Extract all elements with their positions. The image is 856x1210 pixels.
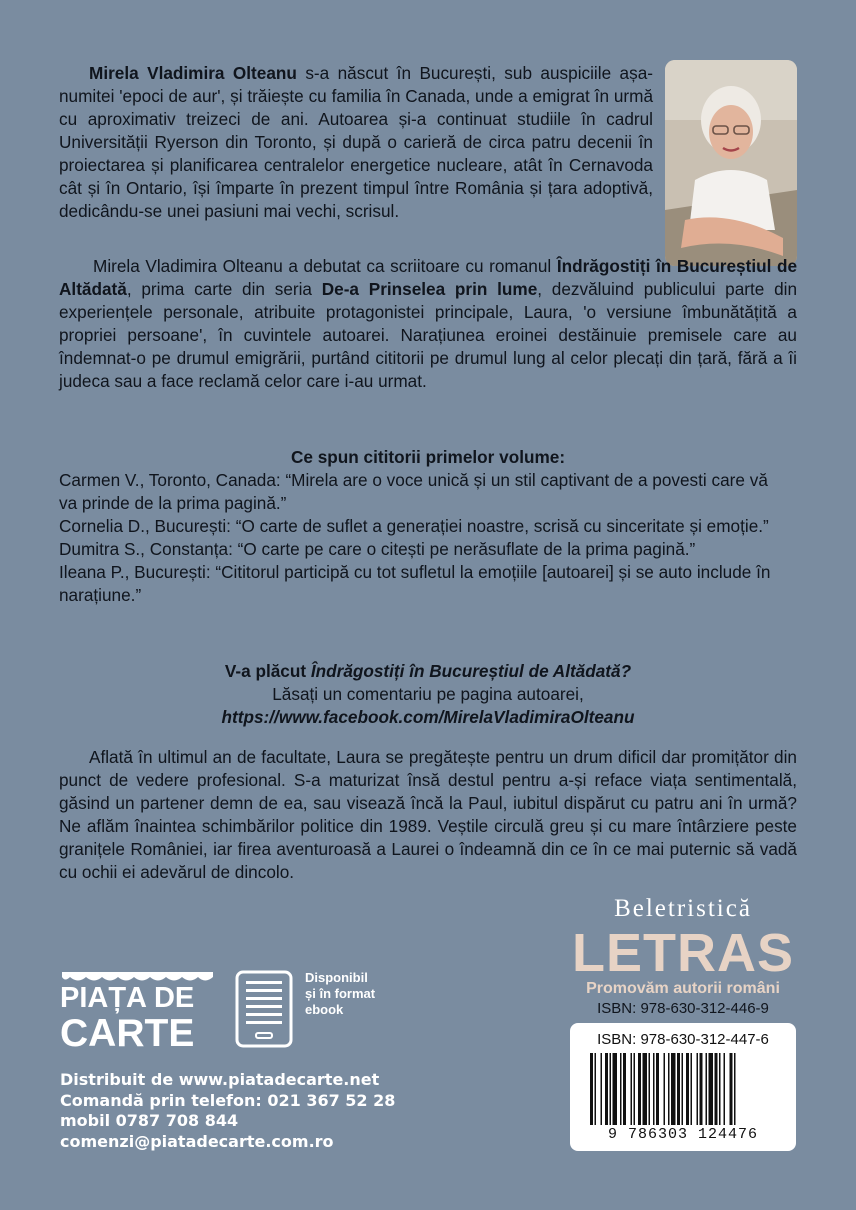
review-item: Dumitra S., Constanța: “O carte pe care o citești pe nerăsuflate de la prima pagină.” [59,539,696,559]
reviews-list [59,469,784,607]
barcode-icon [590,1053,776,1125]
book-blurb: Aflată în ultimul an de facultate, Laura se pregătește pentru un drum dificil dar promițător din punct de vedere profesional. S-a maturizat însă destul pentru a-și reface viața sentimentală, găsind un partener demn de ea, sau visează încă la Paul, iubitul dispărut cu patru ani în urmă? Ne aflăm înaintea schimbărilor politice din 1989. Veștile circulă greu și cu mare întârziere peste granițele României, iar firea aventuroasă a Laurei o îndeamnă din ce în ce mai puternic să vadă cu ochii ei adevărul de dincolo. [59,747,797,882]
ebook-availability: Disponibil și în format ebook [305,970,376,1017]
distributor-mobile: mobil 0787 708 844 [60,1111,239,1130]
piata-de-carte-logo: PIAȚA DE CARTE [60,982,195,1055]
author-name: Mirela Vladimira Olteanu [89,63,297,83]
distributor-website[interactable]: Distribuit de www.piatadecarte.net [60,1070,380,1089]
call-to-action [59,660,797,729]
distributor-contact [60,1070,480,1152]
distributor-phone: Comandă prin telefon: 021 367 52 28 [60,1090,396,1110]
barcode-panel [570,1023,796,1151]
author-debut-paragraph: Mirela Vladimira Olteanu a debutat ca scriitoare cu romanul Îndrăgostiți în Bucureștiul de Altădată, prima carte din seria De-a Prinselea prin lume, dezvăluind publicului parte din experiențele personale, atribuite protagonistei principale, Laura, 'o versiune îmbunătățită a propriei persoane', în cuvintele autoarei. Narațiunea eroinei destăinuie premisele care au îndemnat-o pe drumul emigrării, purtând cititorii pe drumul lung al celor plecați din țară, fără a îi judeca sau a face reclamă celor care i-au urmat. [59,256,798,391]
isbn-print: ISBN: 978-630-312-447-6 [597,1031,769,1048]
publisher-tagline: Promovăm autorii români [586,980,780,997]
barcode-digits: 9 786303 124476 [607,1126,759,1143]
author-portrait-icon [665,60,797,266]
isbn-ebook: ISBN: 978-630-312-446-9 [597,1000,769,1017]
reviews-heading: Ce spun cititorii primelor volume: [290,447,566,467]
review-item: Cornelia D., București: “O carte de suflet a generației noastre, scrisă cu sinceritate și emoție.” [59,516,769,536]
facebook-link[interactable]: https://www.facebook.com/MirelaVladimiraOlteanu [221,707,635,727]
review-item: Ileana P., București: “Cititorul participă cu tot sufletul la emoțiile [autoarei] și se auto include în narațiune.” [59,562,771,605]
cta-question: V-a plăcut Îndrăgostiți în Bucureștiul de Altădată? [224,661,632,681]
book-title: Îndrăgostiți în Bucureștiul de Altădată [59,256,798,299]
distributor-email[interactable]: comenzi@piatadecarte.com.ro [60,1131,334,1151]
series-title: De-a Prinselea prin lume [321,279,538,299]
ebook-reader-icon [235,970,293,1048]
publisher-logo: LETRAS [572,923,794,983]
review-item: Carmen V., Toronto, Canada: “Mirela are o voce unică și un stil captivant de a povesti care vă va prinde de la prima pagină.” [59,470,768,513]
author-bio-paragraph: Mirela Vladimira Olteanu s-a născut în București, sub auspiciile așa-numitei 'epoci de aur', și trăiește cu familia în Canada, unde a emigrat în urmă cu aproximativ treizeci de ani. Autoarea și-a continuat studiile în cadrul Universității Ryerson din Toronto, și după o carieră de circa patru decenii în proiectarea și planificarea centralelor energetice nucleare, atât în Cernavoda cât și în Ontario, își împarte în prezent timpul între România și țara adoptivă, dedicându-se unei pasiuni mai vechi, scrisul. [59,63,653,221]
cta-instruction: Lăsați un comentariu pe pagina autoarei, [272,684,584,704]
author-photo [665,60,797,266]
collection-name: Beletristică [614,895,752,922]
